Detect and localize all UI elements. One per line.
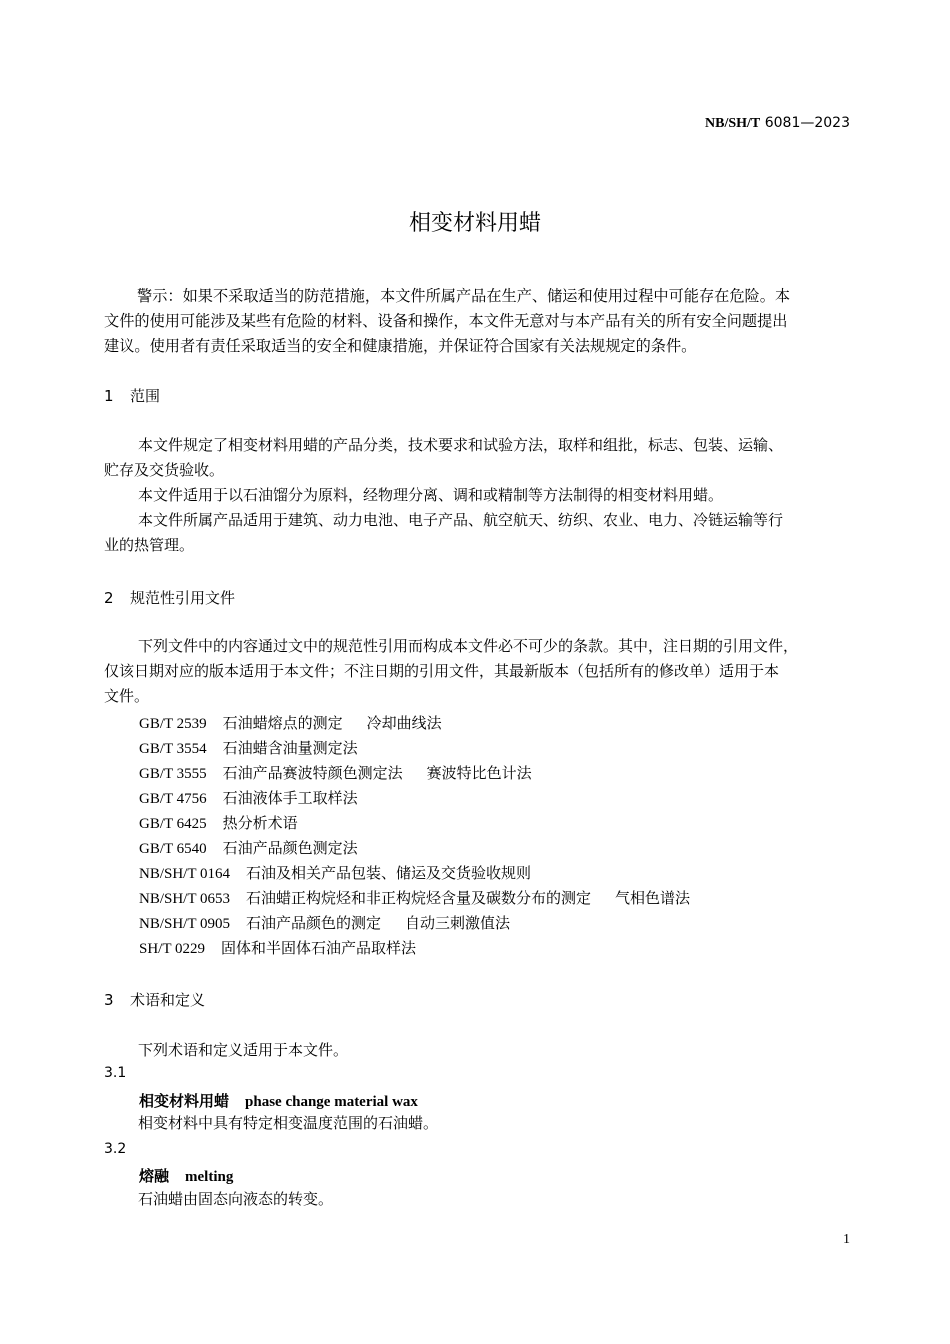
reference-title: 热分析术语 [222, 814, 298, 832]
section-title: 术语和定义 [130, 991, 206, 1009]
standard-code: NB/SH/T [705, 116, 761, 131]
section-number: 1 [104, 387, 114, 405]
reference-title: 石油产品赛波特颜色测定法 [222, 764, 403, 782]
paragraph-line: 下列文件中的内容通过文中的规范性引用而构成本文件必不可少的条款。其中，注日期的引用文件， [138, 637, 799, 655]
reference-subtitle: 赛波特比色计法 [426, 764, 532, 782]
document-title: 相变材料用蜡 [408, 211, 541, 236]
reference-code: GB/T 6425 [139, 816, 207, 832]
reference-item [139, 787, 358, 808]
scope-paragraph [104, 433, 783, 558]
reference-code: GB/T 6540 [139, 841, 207, 857]
reference-item [139, 812, 298, 833]
reference-title: 石油及相关产品包装、储运及交货验收规则 [246, 864, 532, 882]
reference-code: NB/SH/T 0164 [139, 866, 230, 882]
section-number: 3 [104, 991, 114, 1009]
paragraph-line: 本文件规定了相变材料用蜡的产品分类，技术要求和试验方法，取样和组批，标志、包装、运输、 [138, 436, 784, 454]
page-number: 1 [843, 1232, 850, 1247]
reference-subtitle: 气相色谱法 [615, 889, 691, 907]
reference-item [139, 862, 531, 883]
paragraph-line: 贮存及交货验收。 [104, 461, 225, 479]
term-title [139, 1090, 418, 1111]
section-heading-scope [104, 385, 160, 406]
reference-item [139, 912, 510, 933]
paragraph-line: 文件。 [104, 687, 150, 705]
term-title [139, 1165, 233, 1186]
paragraph-line: 业的热管理。 [104, 536, 195, 554]
reference-item [139, 762, 532, 783]
reference-code: GB/T 2539 [139, 716, 207, 732]
reference-title: 固体和半固体石油产品取样法 [220, 939, 416, 957]
reference-item [139, 737, 358, 758]
reference-title: 石油蜡熔点的测定 [222, 714, 343, 732]
section-heading-terms [104, 989, 205, 1010]
reference-code: SH/T 0229 [139, 941, 205, 957]
term-number: 3.2 [104, 1141, 127, 1157]
reference-title: 石油液体手工取样法 [222, 789, 358, 807]
term-definition: 石油蜡由固态向液态的转变。 [138, 1190, 334, 1208]
reference-code: GB/T 4756 [139, 791, 207, 807]
reference-subtitle: 冷却曲线法 [366, 714, 442, 732]
reference-title: 石油蜡正构烷烃和非正构烷烃含量及碳数分布的测定 [246, 889, 592, 907]
section-number: 2 [104, 589, 114, 607]
reference-code: NB/SH/T 0653 [139, 891, 230, 907]
section-title: 规范性引用文件 [130, 589, 236, 607]
reference-code: NB/SH/T 0905 [139, 916, 230, 932]
term-zh: 熔融 [139, 1167, 170, 1185]
reference-item [139, 712, 442, 733]
term-en: melting [185, 1169, 234, 1185]
term-zh: 相变材料用蜡 [139, 1092, 230, 1110]
reference-item [139, 887, 690, 908]
warning-line: 文件的使用可能涉及某些有危险的材料、设备和操作，本文件无意对与本产品有关的所有安全问题提出 [104, 312, 788, 330]
reference-subtitle: 自动三刺激值法 [405, 914, 511, 932]
reference-title: 石油产品颜色测定法 [222, 839, 358, 857]
paragraph-line: 本文件适用于以石油馏分为原料，经物理分离、调和或精制等方法制得的相变材料用蜡。 [138, 486, 724, 504]
warning-line: 建议。使用者有责任采取适当的安全和健康措施，并保证符合国家有关法规规定的条件。 [104, 337, 697, 355]
standard-number [705, 115, 850, 132]
reference-code: GB/T 3554 [139, 741, 207, 757]
term-number: 3.1 [104, 1065, 127, 1081]
reference-item [139, 937, 416, 958]
term-definition: 相变材料中具有特定相变温度范围的石油蜡。 [138, 1114, 439, 1132]
section-heading-normative-references [104, 587, 235, 608]
reference-title: 石油蜡含油量测定法 [222, 739, 358, 757]
paragraph-line: 仅该日期对应的版本适用于本文件；不注日期的引用文件，其最新版本（包括所有的修改单）适用于本 [104, 662, 780, 680]
section-title: 范围 [130, 387, 161, 405]
terms-intro: 下列术语和定义适用于本文件。 [138, 1041, 349, 1059]
reference-title: 石油产品颜色的测定 [246, 914, 382, 932]
standard-year: 6081—2023 [764, 115, 850, 131]
references-intro-paragraph [104, 634, 798, 709]
reference-code: GB/T 3555 [139, 766, 207, 782]
term-en: phase change material wax [245, 1094, 418, 1110]
warning-line: 警示：如果不采取适当的防范措施，本文件所属产品在生产、储运和使用过程中可能存在危险。本 [137, 287, 791, 305]
paragraph-line: 本文件所属产品适用于建筑、动力电池、电子产品、航空航天、纺织、农业、电力、冷链运输等行 [138, 511, 784, 529]
warning-paragraph [104, 284, 851, 359]
reference-item [139, 837, 358, 858]
